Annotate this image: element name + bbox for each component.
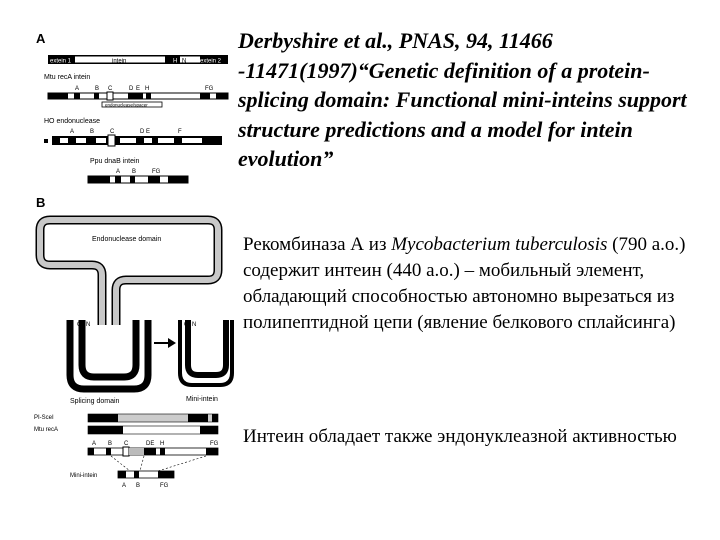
block-label: C: [108, 86, 113, 92]
block-label: A: [70, 129, 75, 135]
paragraph-endonuclease: Интеин обладает также эндонуклеазной активностью: [243, 426, 677, 447]
block-label: H: [145, 86, 150, 92]
block-label: FG: [160, 483, 169, 489]
n-terminus-mark-2: N: [192, 322, 197, 328]
block-label: FG: [205, 86, 214, 92]
block-label: B: [95, 86, 100, 92]
block-label: H: [160, 441, 165, 447]
mtu-reca-title: Mtu recA intein: [44, 74, 91, 81]
mini-intein-loop: [180, 320, 232, 385]
pi-scei-label: PI-SceI: [34, 415, 54, 421]
mtu-reca-label: Mtu recA: [34, 427, 59, 433]
block-label: B: [90, 129, 95, 135]
block-label: E: [136, 86, 141, 92]
panel-b-label: B: [36, 195, 46, 210]
extein2-label: extein 2: [200, 58, 222, 65]
ppu-dnab-title: Ppu dnaB intein: [90, 158, 140, 165]
h-mark: H: [173, 58, 178, 65]
para1-before: Рекомбиназа А из: [243, 234, 392, 255]
mini-intein-label: Mini-intein: [186, 396, 218, 403]
paragraph-recombinase: [243, 232, 708, 336]
mini-intein-row-label: Mini-intein: [70, 473, 98, 479]
ho-endonuclease-title: HO endonuclease: [44, 118, 101, 125]
intein-figure: [30, 25, 235, 505]
extein-intein-bar: [48, 55, 228, 65]
n-mark: N: [182, 58, 187, 65]
intein-diagram: [30, 25, 235, 505]
endonuclease-spacer-label: endonuclease/spacer: [105, 102, 148, 108]
reference-citation: Derbyshire et al., PNAS, 94, 11466 -11471(1997)“Genetic definition of a protein-splicing domain: Functional mini-inteins support structure predictions and a model for intein evolution”: [238, 28, 687, 171]
panel-a-label: A: [36, 31, 46, 46]
block-label: A: [122, 483, 127, 489]
block-label: A: [92, 441, 97, 447]
block-label: F: [178, 129, 182, 135]
ho-blocks: [70, 129, 182, 135]
splicing-domain-label: Splicing domain: [70, 398, 120, 405]
block-label: B: [136, 483, 141, 489]
arrow-head-icon: [168, 338, 176, 348]
c-terminus-mark: C: [77, 322, 82, 328]
block-label: FG: [210, 441, 219, 447]
n-terminus-mark: N: [86, 322, 91, 328]
deletion-lines: [111, 456, 206, 471]
species-name: Mycobacterium tuberculosis: [391, 234, 608, 255]
intein-label: intein: [112, 58, 127, 65]
splicing-domain-loop: [70, 320, 148, 389]
block-label: B: [132, 169, 137, 175]
mtu-reca-blocks: [75, 86, 214, 92]
block-label: B: [108, 441, 113, 447]
extein1-label: extein 1: [50, 58, 72, 65]
ppu-blocks: [116, 169, 161, 175]
block-label: C: [124, 441, 129, 447]
block-label: FG: [152, 169, 161, 175]
endonuclease-domain-label: Endonuclease domain: [92, 236, 162, 243]
para1-after: (790 а.о.) содержит интеин (440 а.о.) – мобильный элемент, обладающий способностью автономно вырезаться из полипептидной цепи (явление белкового сплайсинга): [243, 234, 686, 333]
block-label: A: [75, 86, 80, 92]
intein-blocks-bar: [92, 441, 219, 447]
block-label: DE: [146, 441, 155, 447]
mini-intein-blocks: [122, 483, 169, 489]
c-terminus-mark-2: C: [184, 322, 189, 328]
block-label: C: [110, 129, 115, 135]
block-label: D: [129, 86, 134, 92]
block-label: A: [116, 169, 121, 175]
block-label: E: [146, 129, 151, 135]
block-label: D: [140, 129, 145, 135]
